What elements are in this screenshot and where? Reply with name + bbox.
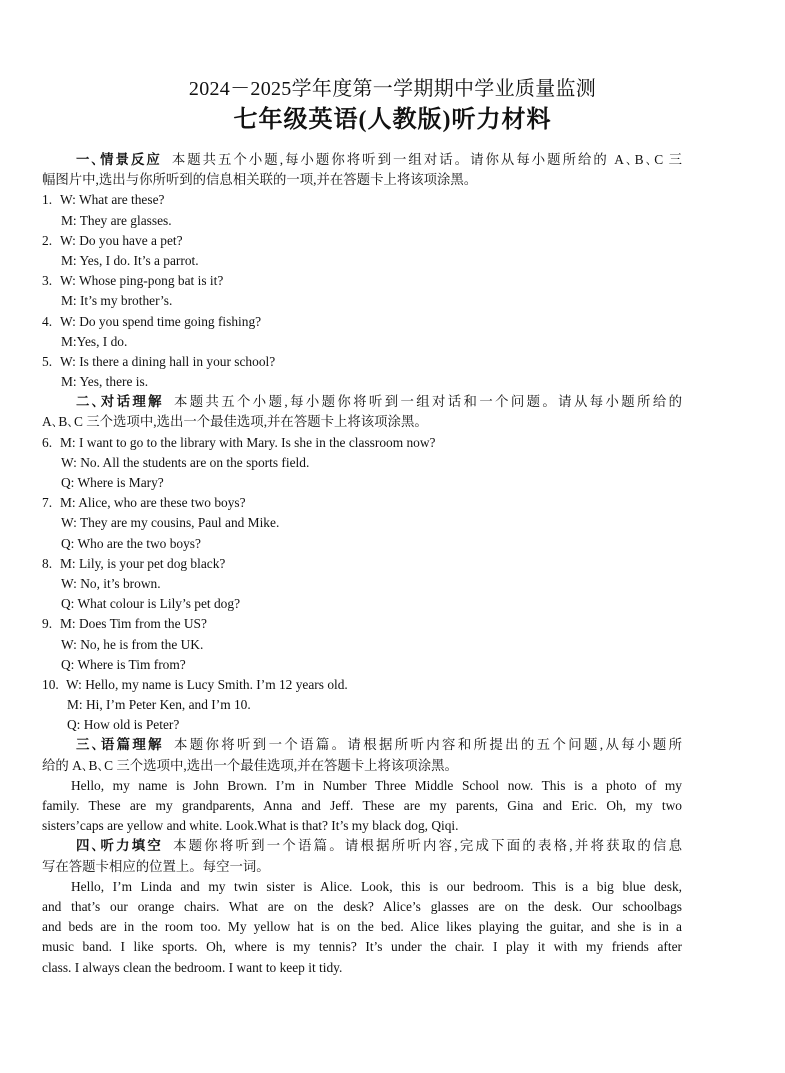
dialogue-line: M:Yes, I do. [61,333,128,349]
passage-line: sisters’caps are yellow and white. Look.What is that? It’s my black dog, Qiqi. [42,818,459,834]
passage-line: music band. I like sports. Oh, where is my tennis? It’s under the chair. I play it with my friends after [42,939,682,955]
dialogue-line: W: No. All the students are on the sports field. [61,454,310,470]
question-line: Q: What colour is Lily’s pet dog? [61,596,241,612]
dialogue-line: W: No, it’s brown. [61,575,161,591]
dialogue-line: 2. W: Do you have a pet? [42,232,183,248]
dialogue-line: W: No, he is from the UK. [61,636,204,652]
section1-instruction-line1: 一､情景反应 本题共五个小题,每小题你将听到一组对话。请你从每小题所给的 A､B､C 三 [76,152,682,167]
dialogue-line: M: It’s my brother’s. [61,293,173,309]
question-line: Q: Where is Mary? [61,475,164,490]
passage-line: class. I always clean the bedroom. I want to keep it tidy. [42,959,343,975]
dialogue-line: 3. W: Whose ping-pong bat is it? [42,273,224,289]
dialogue-line: 4. W: Do you spend time going fishing? [42,313,262,329]
section4-heading: 四､听力填空 [76,838,164,854]
section1-instruction-line2: 幅图片中,选出与你所听到的信息相关联的一项,并在答题卡上将该项涂黑。 [42,172,478,188]
dialogue-line: M: Hi, I’m Peter Ken, and I’m 10. [67,697,251,713]
question-line: Q: How old is Peter? [67,717,180,733]
question-line: Q: Where is Tim from? [61,656,186,672]
section2-heading: 二､对话理解 [76,394,164,410]
section3-instruction-line1: 三､语篇理解 本题你将听到一个语篇。请根据所听内容和所提出的五个问题,从每小题所 [76,737,682,753]
dialogue-line: 7. M: Alice, who are these two boys? [42,495,246,511]
exam-title: 2024－2025学年度第一学期期中学业质量监测 [188,78,597,100]
passage-line: and that’s our orange chairs. What are on the desk? Alice’s glasses are on the desk. Our schoolbags [42,898,682,914]
dialogue-line: W: They are my cousins, Paul and Mike. [61,515,280,531]
dialogue-line: 10. W: Hello, my name is Lucy Smith. I’m 12 years old. [42,676,348,692]
dialogue-line: M: They are glasses. [61,212,172,228]
dialogue-line: M: Yes, there is. [61,374,149,390]
section3-heading: 三､语篇理解 [76,737,164,753]
section2-instruction-line2: A､B､C 三个选项中,选出一个最佳选项,并在答题卡上将该项涂黑。 [42,414,428,430]
passage-line: Hello, I’m Linda and my twin sister is Alice. Look, this is our bedroom. This is a big blue desk, [71,878,682,894]
passage-line: family. These are my grandparents, Anna and Jeff. These are my parents, Gina and Eric. Oh, my two [42,798,682,813]
question-line: Q: Who are the two boys? [61,535,201,551]
exam-subtitle: 七年级英语(人教版)听力材料 [233,107,552,133]
dialogue-line: M: Yes, I do. It’s a parrot. [61,252,199,268]
dialogue-line: 1. W: What are these? [42,192,165,208]
dialogue-line: 9. M: Does Tim from the US? [42,616,207,632]
passage-line: and beds are in the room too. My yellow hat is on the bed. Alice likes playing the guitar, and she is in a [42,919,682,935]
dialogue-line: 5. W: Is there a dining hall in your school? [42,353,276,369]
section1-heading: 一､情景反应 [76,152,162,167]
dialogue-line: 8. M: Lily, is your pet dog black? [42,555,226,571]
section2-instruction-line1: 二､对话理解 本题共五个小题,每小题你将听到一组对话和一个问题。请从每小题所给的 [76,394,682,410]
section3-instruction-line2: 给的 A､B､C 三个选项中,选出一个最佳选项,并在答题卡上将该项涂黑。 [42,757,458,773]
document-body [42,150,682,978]
section4-instruction-line2: 写在答题卡相应的位置上。每空一词。 [42,858,270,874]
section4-instruction-line1: 四､听力填空 本题你将听到一个语篇。请根据所听内容,完成下面的表格,并将获取的信息 [76,838,682,854]
passage-line: Hello, my name is John Brown. I’m in Number Three Middle School now. This is a photo of my [71,777,682,793]
dialogue-line: 6. M: I want to go to the library with Mary. Is she in the classroom now? [42,434,436,450]
